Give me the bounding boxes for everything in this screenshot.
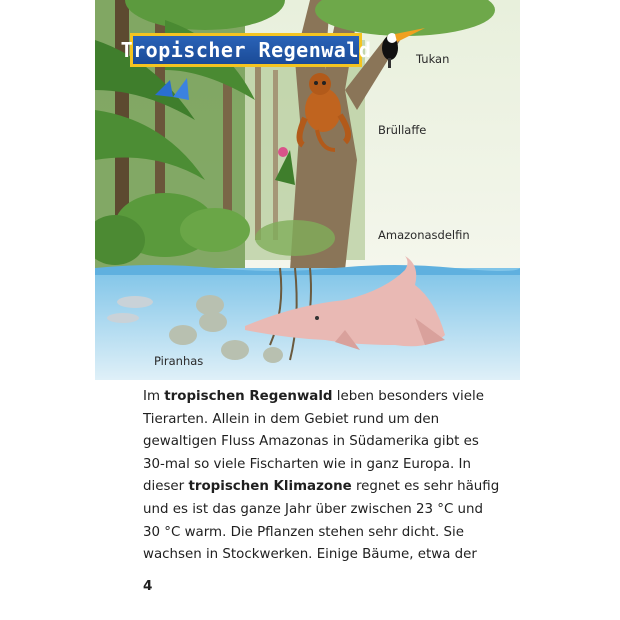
text-line: 30-mal so viele Fischarten wie in ganz Europa. In (143, 456, 471, 472)
page-title-banner (120, 33, 372, 67)
page-number: 4 (143, 578, 153, 594)
text-line: 30 °C warm. Die Pflanzen stehen sehr dicht. Sie (143, 524, 465, 540)
bold-term: tropischen Klimazone (188, 479, 352, 495)
text-line: Tierarten. Allein in dem Gebiet rund um den (143, 411, 440, 427)
label-piranhas: Piranhas (154, 354, 204, 368)
text-line: und es ist das ganze Jahr über zwischen 23 °C und (143, 501, 484, 517)
body-paragraph (143, 386, 500, 567)
text-line: Im tropischen Regenwald leben besonders viele (143, 389, 484, 404)
label-amazonasdelfin: Amazonasdelfin (378, 228, 470, 242)
text-line: wachsen in Stockwerken. Einige Bäume, etwa der (143, 547, 477, 563)
label-bruellaffe: Brüllaffe (378, 123, 427, 137)
text-line: dieser tropischen Klimazone regnet es sehr häufig (143, 479, 500, 495)
page-title: Tropischer Regenwald (120, 38, 372, 62)
text-line: gewaltigen Fluss Amazonas in Südamerika gibt es (143, 434, 479, 450)
label-tukan: Tukan (416, 52, 450, 66)
bold-term: tropischen Regenwald (164, 389, 333, 404)
